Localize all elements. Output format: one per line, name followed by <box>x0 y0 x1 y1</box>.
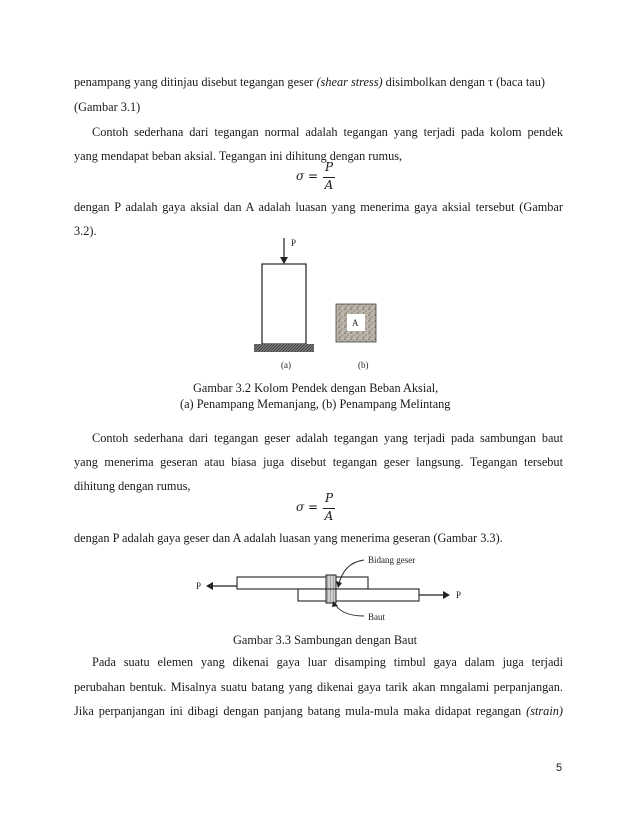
arrow-head <box>206 582 213 590</box>
italic-term: (shear stress) <box>316 75 383 89</box>
column-elevation <box>262 264 306 344</box>
shear-stress-formula <box>296 491 346 527</box>
text-run: disimbolkan dengan τ (baca tau) <box>382 75 545 89</box>
paragraph-line: 3.2). <box>74 224 97 238</box>
text-run: penampang yang ditinjau disebut tegangan geser <box>74 75 317 89</box>
label-sub-b: (b) <box>358 360 369 370</box>
paragraph-line: perubahan bentuk. Misalnya suatu batang yang dikenai gaya tarik akan mngalami perpanjangan. <box>74 680 563 694</box>
label-p-left: P <box>196 581 202 591</box>
paragraph-line: yang mendapat beban aksial. Tegangan ini dihitung dengan rumus, <box>74 149 403 163</box>
formula-lhs: σ = <box>296 169 319 183</box>
text-run: Jika perpanjangan ini dibagi dengan panjang batang mula-mula maka didapat regangan <box>74 704 527 718</box>
label-a: A <box>352 318 359 328</box>
paragraph-line: Contoh sederhana dari tegangan normal adalah tegangan yang terjadi pada kolom pendek <box>92 125 563 139</box>
paragraph-line: dihitung dengan rumus, <box>74 479 191 493</box>
formula-numerator: P <box>324 160 334 174</box>
formula-lhs: σ = <box>296 500 319 514</box>
lower-plate <box>298 589 419 601</box>
column-base <box>254 344 314 352</box>
paragraph-line: Pada suatu elemen yang dikenai gaya luar disamping timbul gaya dalam juga terjadi <box>92 655 563 669</box>
label-p: P <box>291 238 297 248</box>
label-bolt: Baut <box>368 612 385 622</box>
stress-formula <box>296 160 346 196</box>
italic-term: (strain) <box>526 704 563 718</box>
formula-denominator: A <box>324 509 334 523</box>
formula-denominator: A <box>324 178 334 192</box>
paragraph-line: Contoh sederhana dari tegangan geser adalah tegangan yang terjadi pada sambungan baut <box>92 431 563 445</box>
paragraph-line <box>74 74 563 90</box>
upper-plate <box>237 577 368 589</box>
paragraph-line: dengan P adalah gaya aksial dan A adalah luasan yang menerima gaya aksial tersebut (Gambar <box>74 200 563 214</box>
figure-3-3 <box>192 550 472 625</box>
arrow-head <box>280 257 288 264</box>
label-shear-plane: Bidang geser <box>368 555 416 565</box>
formula-numerator: P <box>324 491 334 505</box>
label-sub-a: (a) <box>281 360 291 370</box>
page-number: 5 <box>556 762 563 774</box>
figure-3-2 <box>248 236 388 374</box>
paragraph-line: yang menerima geseran atau biasa juga disebut tegangan geser langsung. Tegangan tersebut <box>74 455 563 469</box>
figure-3-2-caption-line1: Gambar 3.2 Kolom Pendek dengan Beban Aksial, <box>193 381 439 395</box>
bolt-leader <box>334 602 364 616</box>
figure-3-3-caption: Gambar 3.3 Sambungan dengan Baut <box>233 633 418 647</box>
figure-3-2-caption-line2: (a) Penampang Memanjang, (b) Penampang Melintang <box>180 397 451 411</box>
paragraph-line <box>74 703 563 719</box>
label-p-right: P <box>456 590 462 600</box>
arrow-head <box>443 591 450 599</box>
paragraph-line: dengan P adalah gaya geser dan A adalah luasan yang menerima geseran (Gambar 3.3). <box>74 531 503 545</box>
paragraph-line: (Gambar 3.1) <box>74 100 141 114</box>
